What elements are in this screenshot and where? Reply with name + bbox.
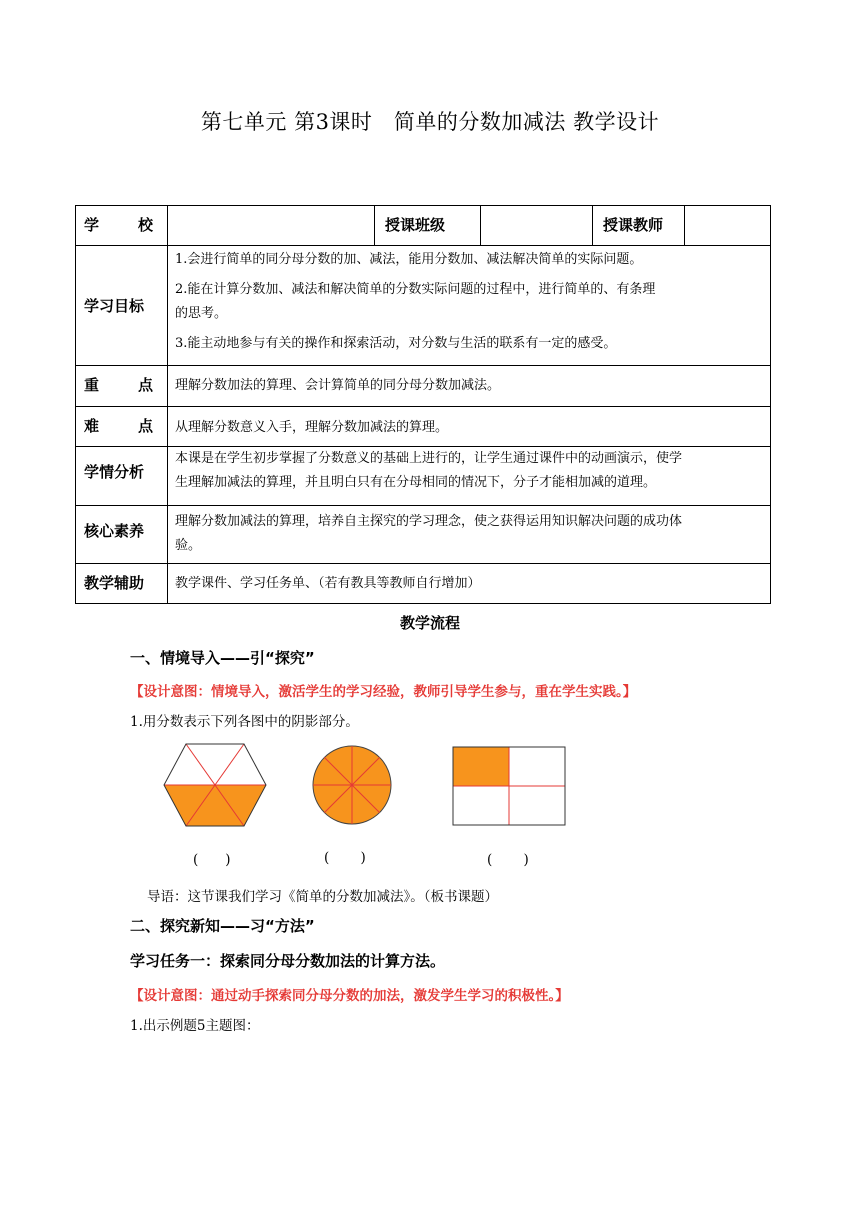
class-value: [481, 206, 593, 246]
hexagon-figure: [160, 742, 270, 830]
design-intent-1: 【设计意图：情境导入，激活学生的学习经验，教师引导学生参与，重在学生实践。】: [130, 684, 637, 700]
table-row-difficulties: [76, 407, 771, 447]
difficulties-content: 从理解分数意义入手，理解分数加减法的算理。: [168, 407, 771, 447]
table-row-key-points: [76, 366, 771, 407]
answer-blank-3[interactable]: ( ): [487, 852, 529, 868]
school-value: [168, 206, 375, 246]
literacy-label: 核心素养: [76, 506, 168, 564]
lead-text: 导语：这节课我们学习《简单的分数加减法》。（板书课题）: [147, 889, 498, 905]
section-1-heading: 一、情境导入——引“探究”: [130, 649, 315, 667]
flow-title: 教学流程: [399, 614, 460, 632]
table-row-literacy: [76, 506, 771, 564]
circle-figure: [311, 744, 393, 826]
objectives-content: 1.会进行简单的同分母分数的加、减法，能用分数加、减法解决简单的实际问题。 2.能在计算分数加、减法和解决简单的分数实际问题的过程中，进行简单的、有条理 的思考。 3.能主动地参与有关的操作和探索活动，对分数与生活的联系有一定的感受。: [168, 246, 771, 366]
analysis-label: 学情分析: [76, 447, 168, 506]
study-task-1-heading: 学习任务一：探索同分母分数加法的计算方法。: [130, 952, 446, 970]
lesson-info-table: [75, 205, 771, 604]
teacher-label: 授课教师: [593, 206, 685, 246]
teacher-value: [685, 206, 771, 246]
objectives-label: 学习目标: [76, 246, 168, 366]
school-label: 学 校: [76, 206, 168, 246]
analysis-content: 本课是在学生初步掌握了分数意义的基础上进行的，让学生通过课件中的动画演示，使学 生理解加减法的算理，并且明白只有在分母相同的情况下，分子才能相加减的道理。: [168, 447, 771, 506]
section-2-heading: 二、探究新知——习“方法”: [130, 917, 315, 935]
answer-blank-1[interactable]: ( ): [193, 852, 231, 868]
document-title: 第七单元 第3课时 简单的分数加减法 教学设计: [200, 110, 660, 134]
key-points-label: 重 点: [76, 366, 168, 407]
design-intent-2: 【设计意图：通过动手探索同分母分数的加法，激发学生学习的积极性。】: [130, 988, 569, 1004]
difficulties-label: 难 点: [76, 407, 168, 447]
table-row-aids: [76, 564, 771, 604]
table-row-analysis: [76, 447, 771, 506]
aids-content: 教学课件、学习任务单、（若有教具等教师自行增加）: [168, 564, 771, 604]
answer-blank-2[interactable]: ( ): [324, 850, 366, 866]
key-points-content: 理解分数加法的算理、会计算简单的同分母分数加减法。: [168, 366, 771, 407]
table-row-objectives: [76, 246, 771, 366]
table-row-header: [76, 206, 771, 246]
literacy-content: 理解分数加减法的算理，培养自主探究的学习理念，使之获得运用知识解决问题的成功体 验。: [168, 506, 771, 564]
rectangle-figure: [452, 746, 566, 826]
aids-label: 教学辅助: [76, 564, 168, 604]
class-label: 授课班级: [375, 206, 481, 246]
example-text: 1.出示例题5主题图：: [130, 1018, 260, 1034]
task-1-text: 1.用分数表示下列各图中的阴影部分。: [130, 714, 359, 730]
